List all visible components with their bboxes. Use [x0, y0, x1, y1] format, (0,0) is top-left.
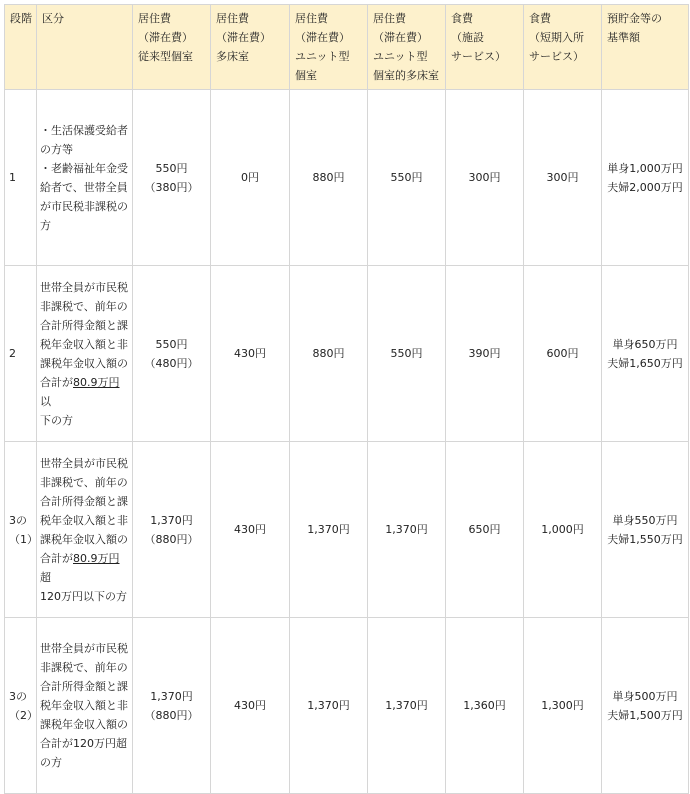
- level-cell: [5, 618, 37, 794]
- residence-conventional-private-cell: [133, 618, 211, 794]
- header-line: 多床室: [216, 50, 249, 63]
- category-line: 非課税で、前年の: [40, 475, 128, 489]
- threshold-single: 単身550万円: [612, 513, 678, 527]
- category-line: 下の方: [40, 413, 73, 427]
- header-row: [5, 5, 689, 90]
- amount: 430円: [234, 699, 266, 712]
- category-line: 税年金収入額と非: [40, 337, 128, 351]
- category-line: 合計所得金額と課: [40, 680, 128, 693]
- level-cell: [5, 266, 37, 442]
- header-line: サービス）: [529, 50, 584, 63]
- residence-multi-bed-cell: [211, 90, 290, 266]
- amount: 550円: [390, 347, 423, 360]
- residence-conventional-private-cell: [133, 90, 211, 266]
- header-line: 居住費: [295, 12, 328, 25]
- savings-threshold-cell: [602, 266, 689, 442]
- category-line: の方等: [40, 142, 73, 156]
- amount-sub: （880円）: [144, 532, 199, 546]
- income-threshold-underlined: 80.9万円: [73, 375, 120, 389]
- category-line: 課税年金収入額の: [40, 718, 128, 731]
- residence-conventional-private-cell: [133, 442, 211, 618]
- header-line: 個室: [295, 69, 317, 82]
- category-line: 合計が80.9万円超: [40, 551, 120, 584]
- residence-conventional-private-cell: [133, 266, 211, 442]
- amount: 430円: [234, 523, 266, 536]
- header-food-facility: [446, 5, 524, 90]
- amount: 0円: [241, 171, 259, 184]
- header-residence-unit-semi-private: [368, 5, 446, 90]
- header-line: 居住費: [216, 12, 249, 25]
- table-row: [5, 90, 689, 266]
- food-short-stay-cell: [524, 266, 602, 442]
- category-line: 方: [40, 218, 51, 232]
- header-residence-conventional-private: [133, 5, 211, 90]
- amount: 650円: [468, 523, 501, 536]
- amount-sub: （480円）: [144, 356, 199, 370]
- level-line: （2）: [9, 708, 38, 722]
- category-line: 課税年金収入額の: [40, 532, 128, 546]
- header-line: （滞在費）: [295, 31, 350, 44]
- amount: 880円: [312, 347, 345, 360]
- header-food-short-stay: [524, 5, 602, 90]
- threshold-single: 単身650万円: [612, 337, 678, 351]
- category-line: 税年金収入額と非: [40, 513, 128, 527]
- food-facility-cell: [446, 266, 524, 442]
- table-body: [5, 90, 689, 794]
- residence-multi-bed-cell: [211, 266, 290, 442]
- food-facility-cell: [446, 90, 524, 266]
- header-category: [37, 5, 133, 90]
- threshold-couple: 夫婦2,000万円: [607, 180, 683, 194]
- category-line: 世帯全員が市民税: [40, 642, 128, 655]
- amount: 880円: [312, 171, 345, 184]
- category-line: 合計所得金額と課: [40, 318, 128, 332]
- residence-unit-private-cell: [290, 442, 368, 618]
- residence-unit-private-cell: [290, 618, 368, 794]
- level-line: 1: [9, 171, 16, 184]
- residence-multi-bed-cell: [211, 618, 290, 794]
- amount: 1,360円: [463, 699, 506, 712]
- header-line: 段階: [10, 12, 32, 25]
- header-line: （滞在費）: [216, 31, 271, 44]
- level-cell: [5, 90, 37, 266]
- header-line: サービス）: [451, 50, 506, 63]
- threshold-single: 単身1,000万円: [607, 161, 683, 175]
- amount: 1,370円: [307, 523, 350, 536]
- amount: 550円: [390, 171, 423, 184]
- table-row: [5, 618, 689, 794]
- category-line: ・老齢福祉年金受: [40, 161, 128, 175]
- category-line: ・生活保護受給者: [40, 123, 128, 137]
- category-line: 課税年金収入額の: [40, 356, 128, 370]
- amount: 300円: [468, 171, 501, 184]
- threshold-couple: 夫婦1,500万円: [607, 708, 683, 722]
- threshold-couple: 夫婦1,650万円: [607, 356, 683, 370]
- food-short-stay-cell: [524, 442, 602, 618]
- amount: 390円: [468, 347, 501, 360]
- savings-threshold-cell: [602, 618, 689, 794]
- header-line: （滞在費）: [373, 31, 428, 44]
- category-cell: [37, 618, 133, 794]
- residence-unit-semi-private-cell: [368, 618, 446, 794]
- category-line: 合計が80.9万円以: [40, 375, 120, 408]
- category-line: の方: [40, 756, 62, 769]
- header-line: （滞在費）: [138, 31, 193, 44]
- header-level: [5, 5, 37, 90]
- residence-unit-semi-private-cell: [368, 90, 446, 266]
- level-line: 3の: [9, 513, 27, 527]
- category-line: 税年金収入額と非: [40, 699, 128, 712]
- header-residence-unit-private: [290, 5, 368, 90]
- header-savings-threshold: [602, 5, 689, 90]
- header-line: 区分: [42, 12, 64, 25]
- table-row: [5, 266, 689, 442]
- header-line: （施設: [451, 31, 484, 44]
- level-line: 2: [9, 347, 16, 360]
- header-line: 預貯金等の: [607, 12, 662, 25]
- category-line: 世帯全員が市民税: [40, 456, 128, 470]
- amount: 600円: [546, 347, 579, 360]
- category-cell: [37, 90, 133, 266]
- level-cell: [5, 442, 37, 618]
- amount: 1,370円: [307, 699, 350, 712]
- amount: 300円: [546, 171, 579, 184]
- savings-threshold-cell: [602, 90, 689, 266]
- header-line: 個室的多床室: [373, 69, 439, 82]
- food-facility-cell: [446, 618, 524, 794]
- category-line: 合計が120万円超: [40, 737, 127, 750]
- category-line: 給者で、世帯全員: [40, 180, 128, 194]
- table-header: [5, 5, 689, 90]
- amount-sub: （880円）: [144, 708, 199, 722]
- threshold-couple: 夫婦1,550万円: [607, 532, 683, 546]
- level-line: 3の: [9, 689, 27, 703]
- category-line: が市民税非課税の: [40, 199, 128, 213]
- header-line: 従来型個室: [138, 50, 193, 63]
- header-line: 居住費: [138, 12, 171, 25]
- amount: 1,370円: [150, 513, 193, 527]
- amount: 550円: [155, 161, 188, 175]
- amount: 1,370円: [150, 689, 193, 703]
- residence-multi-bed-cell: [211, 442, 290, 618]
- category-cell: [37, 442, 133, 618]
- level-line: （1）: [9, 532, 38, 546]
- category-line: 非課税で、前年の: [40, 661, 128, 674]
- category-cell: [37, 266, 133, 442]
- amount: 1,370円: [385, 523, 428, 536]
- header-line: （短期入所: [529, 31, 584, 44]
- category-line: 世帯全員が市民税: [40, 280, 128, 294]
- amount: 1,300円: [541, 699, 584, 712]
- header-line: 居住費: [373, 12, 406, 25]
- food-short-stay-cell: [524, 618, 602, 794]
- savings-threshold-cell: [602, 442, 689, 618]
- header-line: 食費: [529, 12, 551, 25]
- residence-unit-semi-private-cell: [368, 442, 446, 618]
- category-line: 非課税で、前年の: [40, 299, 128, 313]
- category-line: 合計所得金額と課: [40, 494, 128, 508]
- residence-unit-private-cell: [290, 266, 368, 442]
- residence-unit-private-cell: [290, 90, 368, 266]
- amount: 1,370円: [385, 699, 428, 712]
- header-line: 食費: [451, 12, 473, 25]
- amount: 550円: [155, 337, 188, 351]
- threshold-single: 単身500万円: [612, 689, 678, 703]
- food-facility-cell: [446, 442, 524, 618]
- burden-limit-table: [4, 4, 689, 794]
- table-row: [5, 442, 689, 618]
- amount: 1,000円: [541, 523, 584, 536]
- income-threshold-underlined: 80.9万円: [73, 551, 120, 565]
- header-line: ユニット型: [373, 50, 428, 63]
- header-residence-multi-bed: [211, 5, 290, 90]
- header-line: 基準額: [607, 31, 640, 44]
- category-line: 120万円以下の方: [40, 589, 127, 603]
- amount: 430円: [234, 347, 266, 360]
- header-line: ユニット型: [295, 50, 350, 63]
- food-short-stay-cell: [524, 90, 602, 266]
- residence-unit-semi-private-cell: [368, 266, 446, 442]
- amount-sub: （380円）: [144, 180, 199, 194]
